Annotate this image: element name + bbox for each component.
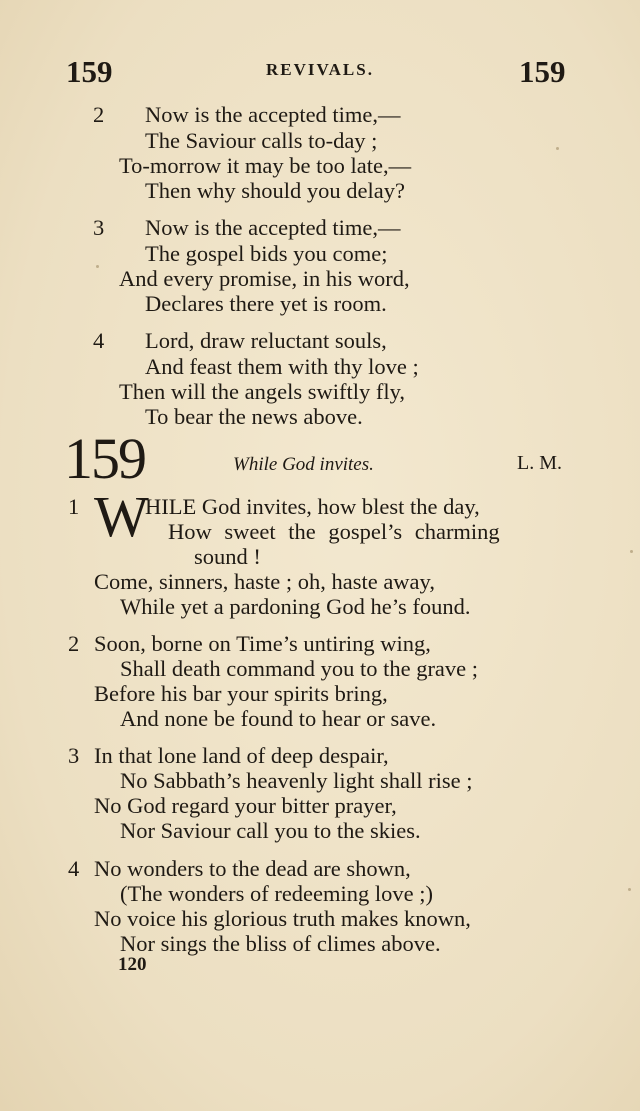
verse-line: No Sabbath’s heavenly light shall rise ; bbox=[120, 768, 473, 793]
verse-number: 3 bbox=[93, 215, 105, 240]
hymn-meter: L. M. bbox=[517, 452, 562, 474]
running-title: REVIVALS. bbox=[266, 60, 374, 79]
verse-number: 3 bbox=[68, 743, 80, 768]
verse-number: 4 bbox=[68, 856, 80, 881]
verse-line: Declares there yet is room. bbox=[145, 291, 387, 316]
paper-speck bbox=[556, 147, 559, 150]
verse-line: Come, sinners, haste ; oh, haste away, bbox=[94, 569, 435, 594]
verse-line: Nor Saviour call you to the skies. bbox=[120, 818, 421, 843]
hymn-title: While God invites. bbox=[233, 454, 374, 475]
verse-line: sound ! bbox=[194, 544, 261, 569]
verse-line: To bear the news above. bbox=[145, 404, 363, 429]
verse-number: 2 bbox=[93, 102, 105, 127]
drop-cap: W bbox=[94, 484, 149, 549]
verse-line: No voice his glorious truth makes known, bbox=[94, 906, 471, 931]
verse-line: While yet a pardoning God he’s found. bbox=[120, 594, 471, 619]
verse-number: 1 bbox=[68, 494, 80, 519]
hymn-number: 159 bbox=[64, 426, 145, 491]
verse-line: To-morrow it may be too late,— bbox=[119, 153, 412, 178]
verse-line: Now is the accepted time,— bbox=[145, 102, 401, 127]
verse-line: Before his bar your spirits bring, bbox=[94, 681, 388, 706]
verse-line: The Saviour calls to-day ; bbox=[145, 128, 378, 153]
verse-line: (The wonders of redeeming love ;) bbox=[120, 881, 434, 906]
verse-line: And every promise, in his word, bbox=[119, 266, 410, 291]
verse-line: How sweet the gospel’s charming bbox=[168, 519, 500, 544]
verse-line: No God regard your bitter prayer, bbox=[94, 793, 397, 818]
verse-line: And feast them with thy love ; bbox=[145, 354, 419, 379]
verse-number: 4 bbox=[93, 328, 105, 353]
paper-speck bbox=[630, 550, 633, 553]
verse-line: Soon, borne on Time’s untiring wing, bbox=[94, 631, 431, 656]
footer-page-number: 120 bbox=[118, 954, 147, 975]
paper-speck bbox=[628, 888, 631, 891]
verse-line: The gospel bids you come; bbox=[145, 241, 388, 266]
verse-line: Lord, draw reluctant souls, bbox=[145, 328, 387, 353]
header-page-number-left: 159 bbox=[66, 54, 113, 89]
verse-line: And none be found to hear or save. bbox=[120, 706, 437, 731]
verse-line: No wonders to the dead are shown, bbox=[94, 856, 411, 881]
verse-line: Now is the accepted time,— bbox=[145, 215, 401, 240]
verse-line: Nor sings the bliss of climes above. bbox=[120, 931, 441, 956]
verse-line: Then why should you delay? bbox=[145, 178, 405, 203]
verse-line: HILE God invites, how blest the day, bbox=[145, 494, 480, 519]
paper-speck bbox=[96, 265, 99, 268]
header-page-number-right: 159 bbox=[519, 54, 566, 89]
verse-line: Shall death command you to the grave ; bbox=[120, 656, 479, 681]
verse-number: 2 bbox=[68, 631, 80, 656]
verse-line: Then will the angels swiftly fly, bbox=[119, 379, 405, 404]
verse-line: In that lone land of deep despair, bbox=[94, 743, 389, 768]
